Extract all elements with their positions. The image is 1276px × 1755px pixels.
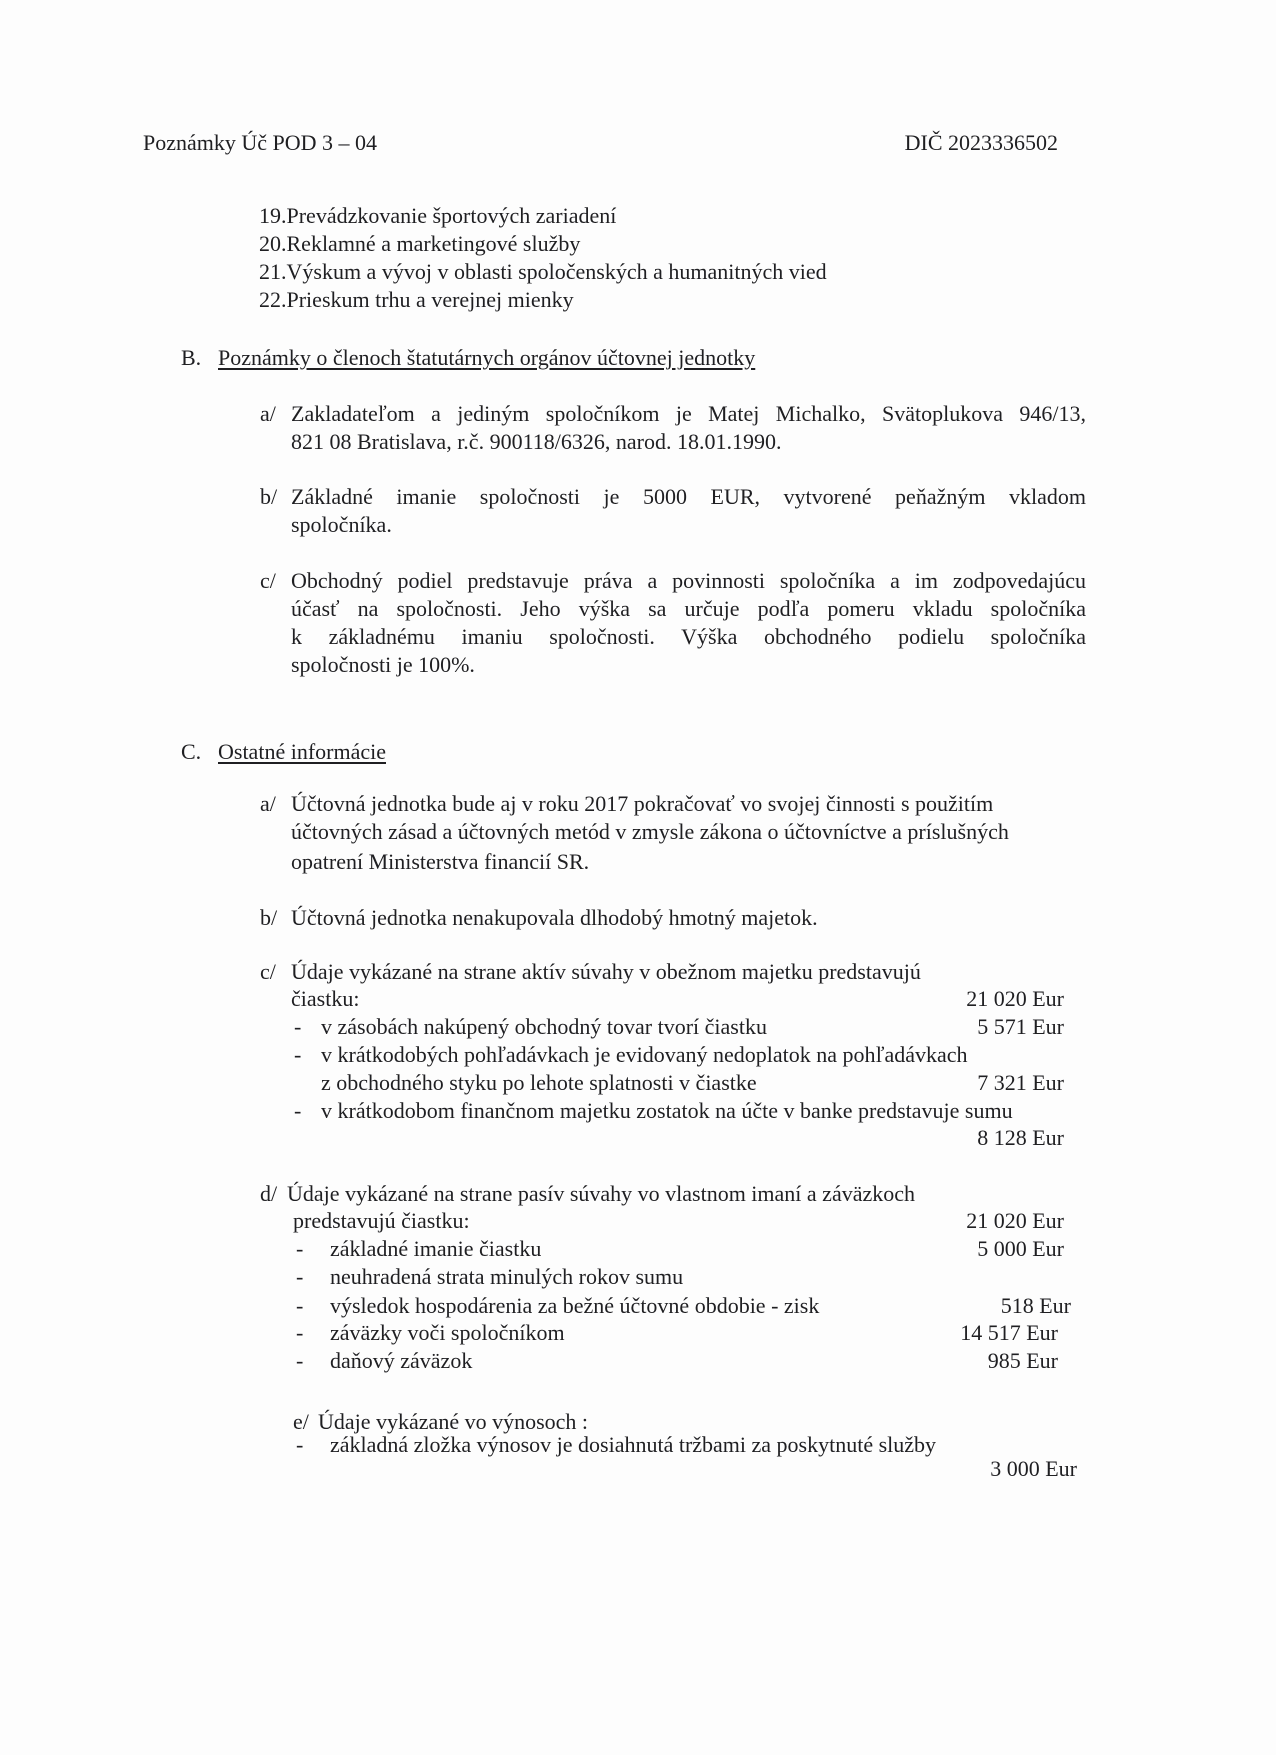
c-e-amount: 3 000 Eur — [990, 1456, 1077, 1481]
c-c-label: c/ — [260, 959, 276, 984]
c-a-line: Účtovná jednotka bude aj v roku 2017 pokračovať vo svojej činnosti s použitím — [291, 791, 994, 816]
dash: - — [294, 1042, 302, 1067]
c-c-intro2: čiastku: — [291, 986, 360, 1011]
section-c-title: Ostatné informácie — [218, 739, 386, 764]
c-d-item: výsledok hospodárenia za bežné účtovné obdobie - zisk — [330, 1293, 820, 1318]
section-c-letter: C. — [181, 739, 202, 764]
c-d-item: záväzky voči spoločníkom — [330, 1320, 565, 1345]
b-a-line: 821 08 Bratislava, r.č. 900118/6326, narod. 18.01.1990. — [291, 429, 782, 454]
c-d-amount: 14 517 Eur — [960, 1320, 1058, 1345]
c-d-label: d/ — [260, 1181, 278, 1206]
c-c-item: v zásobách nakúpený obchodný tovar tvorí čiastku — [321, 1014, 767, 1039]
c-e-item: základná zložka výnosov je dosiahnutá tržbami za poskytnuté služby — [330, 1432, 937, 1457]
c-c-total: 21 020 Eur — [966, 986, 1064, 1011]
header-tax-id: DIČ 2023336502 — [904, 130, 1058, 155]
activity-item: 19.Prevádzkovanie športových zariadení — [259, 203, 617, 228]
section-b-title: Poznámky o členoch štatutárnych orgánov účtovnej jednotky — [218, 345, 756, 370]
c-a-line: účtovných zásad a účtovných metód v zmysle zákona o účtovníctve a príslušných — [291, 819, 1009, 844]
b-c-line: účasť na spoločnosti. Jeho výška sa určuje podľa pomeru vkladu spoločníka — [291, 596, 1086, 621]
c-b-line: Účtovná jednotka nenakupovala dlhodobý hmotný majetok. — [291, 905, 818, 930]
c-d-item: neuhradená strata minulých rokov sumu — [330, 1264, 684, 1289]
b-c-line: spoločnosti je 100%. — [291, 652, 475, 677]
b-c-line: k základnému imaniu spoločnosti. Výška obchodného podielu spoločníka — [291, 624, 1086, 649]
b-c-label: c/ — [260, 568, 276, 593]
c-d-total: 21 020 Eur — [966, 1208, 1064, 1233]
b-a-line: Zakladateľom a jediným spoločníkom je Matej Michalko, Svätoplukova 946/13, — [291, 401, 1086, 426]
header-doc-id: Poznámky Úč POD 3 – 04 — [143, 130, 378, 155]
dash: - — [294, 1098, 302, 1123]
activity-item: 22.Prieskum trhu a verejnej mienky — [259, 287, 574, 312]
c-c-item: v krátkodobom finančnom majetku zostatok na účte v banke predstavuje sumu — [321, 1098, 1013, 1123]
c-c-amount: 7 321 Eur — [977, 1070, 1064, 1095]
activity-item: 21.Výskum a vývoj v oblasti spoločenských a humanitných vied — [259, 259, 827, 284]
b-b-label: b/ — [260, 484, 278, 509]
b-a-label: a/ — [260, 401, 276, 426]
c-d-intro: Údaje vykázané na strane pasív súvahy vo vlastnom imaní a záväzkoch — [287, 1181, 915, 1206]
c-e-label: e/ — [293, 1409, 309, 1434]
dash: - — [296, 1264, 304, 1289]
dash: - — [296, 1348, 304, 1373]
section-b-letter: B. — [181, 345, 202, 370]
c-a-line: opatrení Ministerstva financií SR. — [291, 849, 590, 874]
c-e-intro: Údaje vykázané vo výnosoch : — [318, 1409, 589, 1434]
c-d-item: daňový záväzok — [330, 1348, 473, 1373]
c-c-amount: 5 571 Eur — [977, 1014, 1064, 1039]
c-c-item-cont: z obchodného styku po lehote splatnosti v čiastke — [321, 1070, 757, 1095]
b-c-line: Obchodný podiel predstavuje práva a povinnosti spoločníka a im zodpovedajúcu — [291, 568, 1086, 593]
c-d-intro2: predstavujú čiastku: — [293, 1208, 470, 1233]
b-b-line: Základné imanie spoločnosti je 5000 EUR, vytvorené peňažným vkladom — [291, 484, 1086, 509]
c-d-amount: 5 000 Eur — [977, 1236, 1064, 1261]
c-c-amount: 8 128 Eur — [977, 1125, 1064, 1150]
dash: - — [296, 1432, 304, 1457]
activity-item: 20.Reklamné a marketingové služby — [259, 231, 581, 256]
dash: - — [296, 1320, 304, 1345]
c-d-amount: 518 Eur — [1000, 1293, 1071, 1318]
b-b-line: spoločníka. — [291, 512, 392, 537]
c-d-amount: 985 Eur — [987, 1348, 1058, 1373]
c-b-label: b/ — [260, 905, 278, 930]
dash: - — [294, 1014, 302, 1039]
dash: - — [296, 1236, 304, 1261]
c-c-item: v krátkodobých pohľadávkach je evidovaný nedoplatok na pohľadávkach — [321, 1042, 968, 1067]
c-a-label: a/ — [260, 791, 276, 816]
c-c-intro: Údaje vykázané na strane aktív súvahy v obežnom majetku predstavujú — [291, 959, 921, 984]
c-d-item: základné imanie čiastku — [330, 1236, 542, 1261]
dash: - — [296, 1293, 304, 1318]
